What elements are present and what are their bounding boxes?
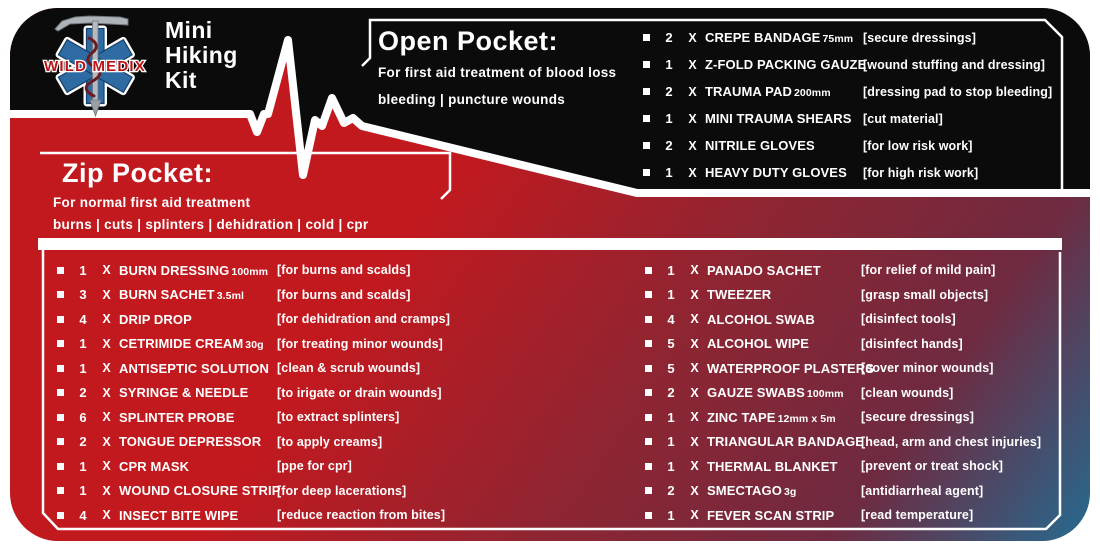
item-description: [antidiarrheal agent] <box>861 483 984 498</box>
quantity-separator: X <box>690 434 699 449</box>
item-description: [to irigate or drain wounds] <box>277 385 442 400</box>
open-pocket-description-line1: For first aid treatment of blood loss <box>378 65 617 80</box>
item-description: [prevent or treat shock] <box>861 459 1004 474</box>
supply-item-row <box>645 307 1065 332</box>
item-name: TONGUE DEPRESSOR <box>119 434 262 450</box>
item-quantity: 2 <box>665 84 673 99</box>
item-description: [head, arm and chest injuries] <box>861 434 1042 449</box>
item-description: [dressing pad to stop bleeding] <box>863 84 1053 99</box>
supply-item-row <box>645 332 1065 357</box>
bullet-icon <box>645 438 652 445</box>
bullet-icon <box>57 512 64 519</box>
supply-item-row <box>645 356 1065 381</box>
item-name: TRIANGULAR BANDAGE <box>707 434 865 450</box>
zip-list-divider-bar <box>38 238 1062 250</box>
bullet-icon <box>643 115 650 122</box>
item-quantity: 1 <box>665 111 673 126</box>
bullet-icon <box>645 365 652 372</box>
item-name: CREPE BANDAGE 75mm <box>705 30 854 45</box>
quantity-separator: X <box>688 57 697 72</box>
kit-label-card <box>10 8 1090 541</box>
item-description: [for treating minor wounds] <box>277 336 443 351</box>
item-name: TWEEZER <box>707 287 772 303</box>
item-description: [wound stuffing and dressing] <box>863 57 1046 72</box>
quantity-separator: X <box>688 138 697 153</box>
item-description: [read temperature] <box>861 508 974 523</box>
item-name: TRAUMA PAD 200mm <box>705 84 831 99</box>
item-quantity: 1 <box>665 57 673 72</box>
item-description: [for relief of mild pain] <box>861 263 996 278</box>
quantity-separator: X <box>102 263 111 278</box>
wild-medix-logo <box>30 8 162 130</box>
supply-item-row <box>645 381 1065 406</box>
supply-item-row <box>645 405 1065 430</box>
supply-item-row <box>643 24 1063 51</box>
supply-item-row <box>57 307 632 332</box>
supply-item-row <box>57 503 632 528</box>
item-name: WATERPROOF PLASTERS <box>707 360 875 376</box>
supply-item-row <box>57 479 632 504</box>
bullet-icon <box>645 291 652 298</box>
quantity-separator: X <box>102 434 111 449</box>
quantity-separator: X <box>690 459 699 474</box>
supply-item-row <box>57 405 632 430</box>
quantity-separator: X <box>102 508 111 523</box>
quantity-separator: X <box>690 336 699 351</box>
bullet-icon <box>645 389 652 396</box>
item-quantity: 1 <box>79 336 87 352</box>
item-unit: 30g <box>245 339 264 352</box>
bullet-icon <box>645 512 652 519</box>
quantity-separator: X <box>690 287 699 302</box>
quantity-separator: X <box>102 483 111 498</box>
bullet-icon <box>57 365 64 372</box>
item-description: [for burns and scalds] <box>277 287 411 302</box>
item-unit: 12mm x 5m <box>777 412 836 425</box>
bullet-icon <box>57 267 64 274</box>
supply-item-row <box>643 105 1063 132</box>
bullet-icon <box>57 414 64 421</box>
item-name: WOUND CLOSURE STRIP <box>119 483 281 499</box>
item-description: [secure dressings] <box>863 30 976 45</box>
quantity-separator: X <box>688 165 697 180</box>
bullet-icon <box>643 34 650 41</box>
item-description: [for deep lacerations] <box>277 483 407 498</box>
item-name: HEAVY DUTY GLOVES <box>705 165 847 180</box>
bullet-icon <box>645 463 652 470</box>
item-quantity: 1 <box>667 409 675 425</box>
quantity-separator: X <box>690 312 699 327</box>
quantity-separator: X <box>688 111 697 126</box>
kit-title: Mini Hiking Kit <box>165 17 238 93</box>
quantity-separator: X <box>102 459 111 474</box>
supply-item-row <box>57 381 632 406</box>
quantity-separator: X <box>688 84 697 99</box>
item-quantity: 2 <box>667 385 675 401</box>
zip-pocket-description-line1: For normal first aid treatment <box>53 195 251 210</box>
item-name: INSECT BITE WIPE <box>119 507 239 523</box>
item-description: [clean wounds] <box>861 385 954 400</box>
item-unit: 3g <box>783 486 797 499</box>
item-description: [reduce reaction from bites] <box>277 508 446 523</box>
supply-item-row <box>645 479 1065 504</box>
supply-item-row <box>57 283 632 308</box>
item-name: ZINC TAPE 12mm x 5m <box>707 409 836 425</box>
bullet-icon <box>645 340 652 347</box>
bullet-icon <box>57 340 64 347</box>
item-quantity: 3 <box>79 287 87 303</box>
bullet-icon <box>645 316 652 323</box>
supply-item-row <box>643 132 1063 159</box>
bullet-icon <box>645 487 652 494</box>
item-name: ALCOHOL WIPE <box>707 336 810 352</box>
supply-item-row <box>57 454 632 479</box>
item-name: BURN DRESSING 100mm <box>119 262 269 278</box>
item-quantity: 2 <box>79 385 87 401</box>
item-quantity: 5 <box>667 360 675 376</box>
quantity-separator: X <box>102 312 111 327</box>
item-name: SMECTAGO 3g <box>707 483 797 499</box>
item-name: FEVER SCAN STRIP <box>707 507 835 523</box>
item-name: GAUZE SWABS 100mm <box>707 385 844 401</box>
item-description: [cut material] <box>863 111 943 126</box>
item-description: [disinfect tools] <box>861 312 956 327</box>
item-description: [to extract splinters] <box>277 410 400 425</box>
item-quantity: 4 <box>79 507 87 523</box>
item-name: PANADO SACHET <box>707 262 821 278</box>
brand-text: WILD MEDIX <box>44 58 146 75</box>
item-quantity: 2 <box>79 434 87 450</box>
supply-item-row <box>643 159 1063 186</box>
bullet-icon <box>57 291 64 298</box>
item-description: [cover minor wounds] <box>861 361 994 376</box>
item-description: [for low risk work] <box>863 138 973 153</box>
open-pocket-heading: Open Pocket: <box>378 26 559 56</box>
quantity-separator: X <box>690 385 699 400</box>
item-quantity: 1 <box>79 360 87 376</box>
item-quantity: 1 <box>667 287 675 303</box>
item-quantity: 1 <box>665 165 673 180</box>
supply-item-row <box>57 258 632 283</box>
zip-pocket-item-list-right <box>645 258 1065 528</box>
zip-pocket-item-list-left <box>57 258 632 528</box>
item-name: SYRINGE & NEEDLE <box>119 385 249 401</box>
item-quantity: 2 <box>665 138 673 153</box>
quantity-separator: X <box>690 508 699 523</box>
item-quantity: 2 <box>665 30 673 45</box>
quantity-separator: X <box>690 263 699 278</box>
quantity-separator: X <box>690 410 699 425</box>
item-name: Z-FOLD PACKING GAUZE <box>705 57 867 72</box>
item-quantity: 4 <box>667 311 675 327</box>
item-quantity: 2 <box>667 483 675 499</box>
quantity-separator: X <box>102 287 111 302</box>
zip-pocket-description-line2: burns | cuts | splinters | dehidration | cold | cpr <box>53 217 369 232</box>
item-name: THERMAL BLANKET <box>707 458 838 474</box>
zip-pocket-heading: Zip Pocket: <box>62 158 214 188</box>
quantity-separator: X <box>102 361 111 376</box>
quantity-separator: X <box>102 336 111 351</box>
supply-item-row <box>57 356 632 381</box>
bullet-icon <box>645 267 652 274</box>
supply-item-row <box>57 430 632 455</box>
item-unit: 3.5ml <box>216 290 245 303</box>
bullet-icon <box>643 61 650 68</box>
item-name: NITRILE GLOVES <box>705 138 815 153</box>
item-quantity: 5 <box>667 336 675 352</box>
item-quantity: 1 <box>667 262 675 278</box>
item-name: DRIP DROP <box>119 311 192 327</box>
supply-item-row <box>643 78 1063 105</box>
item-description: [for high risk work] <box>863 165 979 180</box>
open-pocket-item-list <box>643 24 1063 186</box>
supply-item-row <box>643 51 1063 78</box>
item-unit: 100mm <box>806 388 844 401</box>
bullet-icon <box>57 438 64 445</box>
item-quantity: 1 <box>667 458 675 474</box>
item-name: CPR MASK <box>119 458 190 474</box>
bullet-icon <box>645 414 652 421</box>
item-name: ANTISEPTIC SOLUTION <box>119 360 269 376</box>
item-name: CETRIMIDE CREAM 30g <box>119 336 264 352</box>
item-quantity: 1 <box>79 262 87 278</box>
item-quantity: 1 <box>667 434 675 450</box>
supply-item-row <box>57 332 632 357</box>
item-name: ALCOHOL SWAB <box>707 311 815 327</box>
supply-item-row <box>645 258 1065 283</box>
quantity-separator: X <box>102 385 111 400</box>
item-description: [clean & scrub wounds] <box>277 361 421 376</box>
item-description: [for burns and scalds] <box>277 263 411 278</box>
quantity-separator: X <box>688 30 697 45</box>
item-quantity: 1 <box>79 458 87 474</box>
bullet-icon <box>57 463 64 470</box>
bullet-icon <box>57 316 64 323</box>
item-quantity: 4 <box>79 311 87 327</box>
bullet-icon <box>643 142 650 149</box>
item-description: [disinfect hands] <box>861 336 963 351</box>
item-description: [for dehidration and cramps] <box>277 312 450 327</box>
bullet-icon <box>57 487 64 494</box>
bullet-icon <box>643 88 650 95</box>
bullet-icon <box>643 169 650 176</box>
quantity-separator: X <box>102 410 111 425</box>
item-quantity: 1 <box>79 483 87 499</box>
open-pocket-description-line2: bleeding | puncture wounds <box>378 92 566 107</box>
supply-item-row <box>645 454 1065 479</box>
item-description: [to apply creams] <box>277 434 383 449</box>
item-quantity: 6 <box>79 409 87 425</box>
item-description: [ppe for cpr] <box>277 459 352 474</box>
supply-item-row <box>645 430 1065 455</box>
item-name: SPLINTER PROBE <box>119 409 235 425</box>
item-description: [secure dressings] <box>861 410 974 425</box>
item-quantity: 1 <box>667 507 675 523</box>
item-name: BURN SACHET 3.5ml <box>119 287 245 303</box>
item-unit: 200mm <box>793 87 831 99</box>
quantity-separator: X <box>690 483 699 498</box>
item-unit: 75mm <box>822 33 854 45</box>
quantity-separator: X <box>690 361 699 376</box>
item-description: [grasp small objects] <box>861 287 989 302</box>
bullet-icon <box>57 389 64 396</box>
supply-item-row <box>645 283 1065 308</box>
item-unit: 100mm <box>231 265 269 278</box>
item-name: MINI TRAUMA SHEARS <box>705 111 852 126</box>
supply-item-row <box>645 503 1065 528</box>
